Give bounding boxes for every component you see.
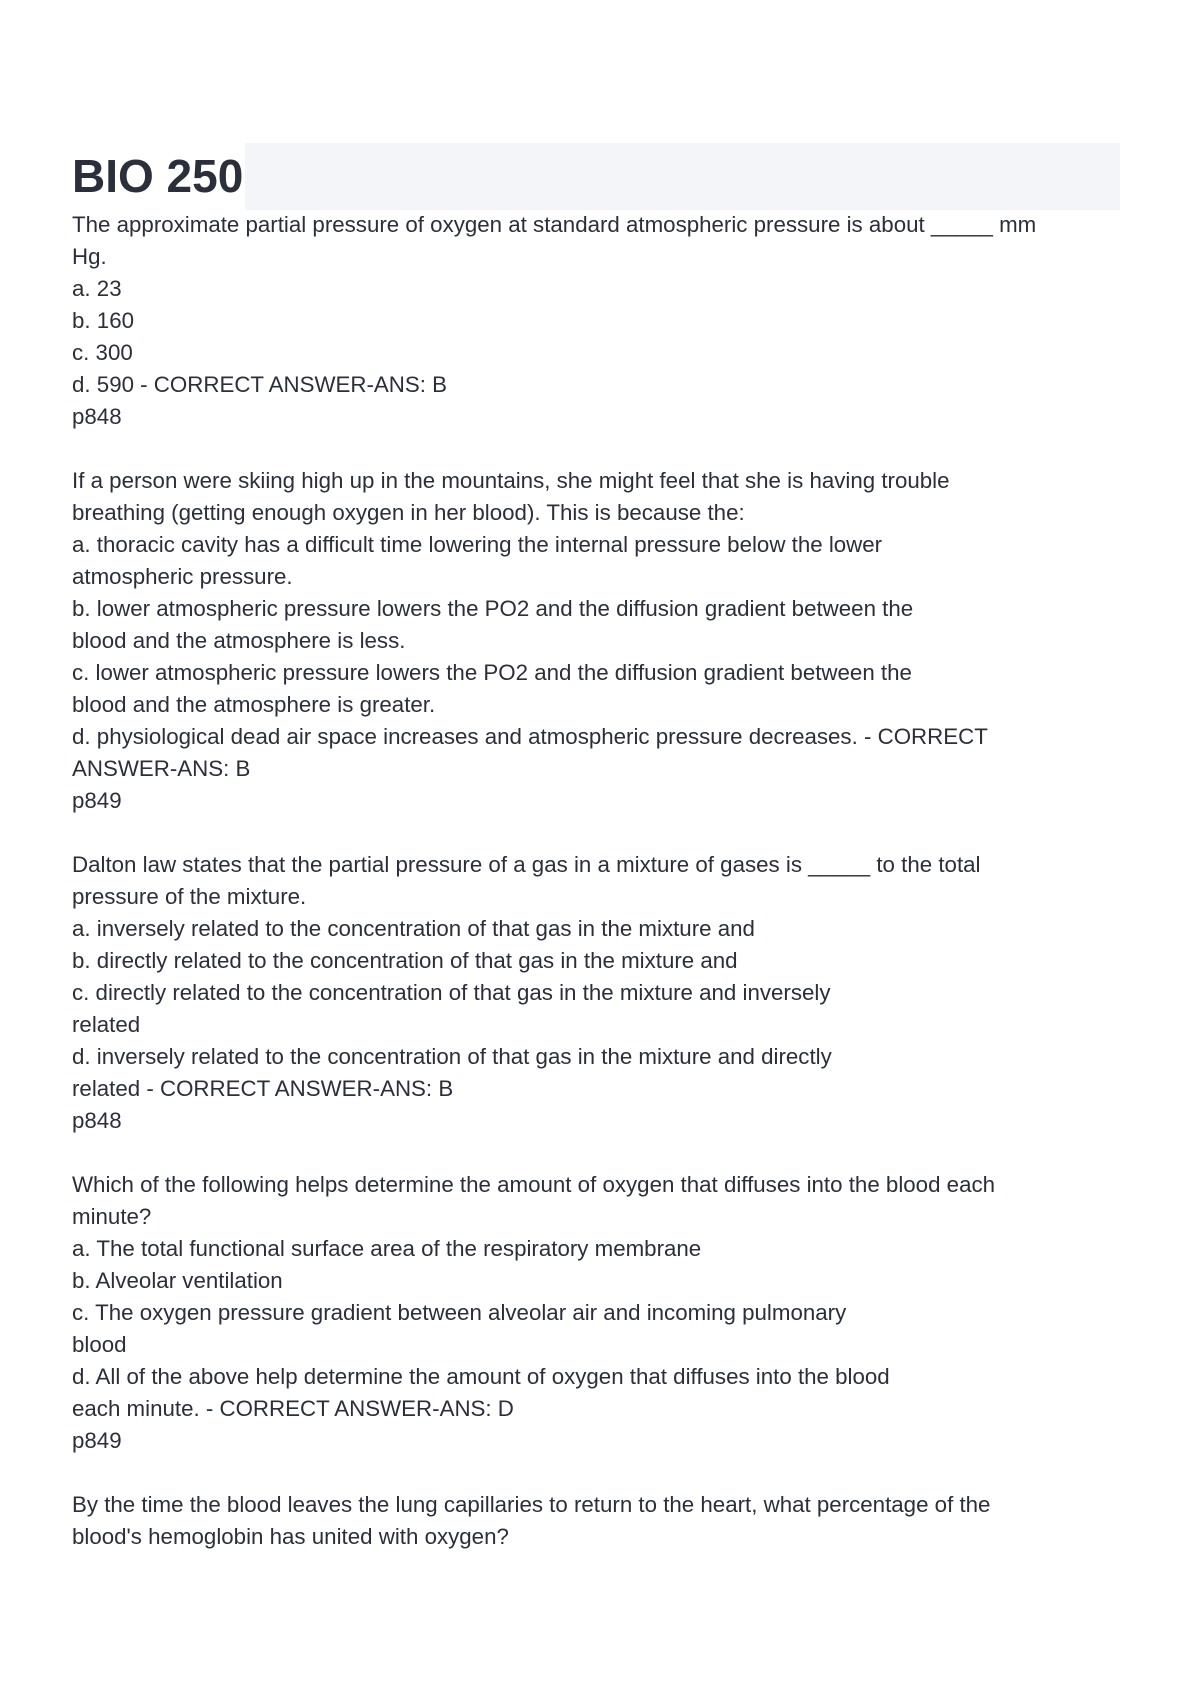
answer-option: a. thoracic cavity has a difficult time lowering the internal pressure below the lower bbox=[72, 532, 883, 557]
page-reference: p848 bbox=[72, 1108, 122, 1133]
question-list bbox=[72, 209, 1122, 1585]
question-stem-line: Which of the following helps determine the amount of oxygen that diffuses into the blood each bbox=[72, 1172, 996, 1197]
question-stem-line: By the time the blood leaves the lung capillaries to return to the heart, what percentage of the bbox=[72, 1492, 991, 1517]
answer-option: d. All of the above help determine the amount of oxygen that diffuses into the blood bbox=[72, 1364, 890, 1389]
document-title: BIO 250 bbox=[72, 143, 245, 210]
question-block bbox=[72, 209, 1122, 433]
answer-option: blood and the atmosphere is less. bbox=[72, 628, 406, 653]
answer-option: c. lower atmospheric pressure lowers the PO2 and the diffusion gradient between the bbox=[72, 660, 912, 685]
question-stem-line: breathing (getting enough oxygen in her blood). This is because the: bbox=[72, 500, 745, 525]
question-stem-line: pressure of the mixture. bbox=[72, 884, 307, 909]
page-reference: p849 bbox=[72, 788, 122, 813]
question-stem-line: The approximate partial pressure of oxygen at standard atmospheric pressure is about _____ mm bbox=[72, 212, 1037, 237]
question-stem-line: Hg. bbox=[72, 244, 107, 269]
answer-option: a. inversely related to the concentration of that gas in the mixture and bbox=[72, 916, 755, 941]
answer-option: c. directly related to the concentration of that gas in the mixture and inversely bbox=[72, 980, 831, 1005]
answer-option: blood and the atmosphere is greater. bbox=[72, 692, 436, 717]
page-reference: p848 bbox=[72, 404, 122, 429]
answer-option: a. The total functional surface area of the respiratory membrane bbox=[72, 1236, 702, 1261]
question-stem-line: Dalton law states that the partial pressure of a gas in a mixture of gases is _____ to the total bbox=[72, 852, 981, 877]
answer-option: atmospheric pressure. bbox=[72, 564, 293, 589]
answer-option: ANSWER-ANS: B bbox=[72, 756, 251, 781]
question-stem-line: If a person were skiing high up in the mountains, she might feel that she is having trouble bbox=[72, 468, 950, 493]
question-block bbox=[72, 1169, 1122, 1457]
question-block bbox=[72, 465, 1122, 817]
answer-option: b. directly related to the concentration of that gas in the mixture and bbox=[72, 948, 738, 973]
answer-option: d. 590 - CORRECT ANSWER-ANS: B bbox=[72, 372, 448, 397]
question-block bbox=[72, 849, 1122, 1137]
answer-option: a. 23 bbox=[72, 276, 122, 301]
answer-option: related - CORRECT ANSWER-ANS: B bbox=[72, 1076, 454, 1101]
answer-option: d. physiological dead air space increases and atmospheric pressure decreases. - CORRECT bbox=[72, 724, 988, 749]
answer-option: c. The oxygen pressure gradient between alveolar air and incoming pulmonary bbox=[72, 1300, 847, 1325]
answer-option: each minute. - CORRECT ANSWER-ANS: D bbox=[72, 1396, 514, 1421]
answer-option: c. 300 bbox=[72, 340, 133, 365]
answer-option: b. 160 bbox=[72, 308, 134, 333]
answer-option: d. inversely related to the concentration of that gas in the mixture and directly bbox=[72, 1044, 832, 1069]
answer-option: b. lower atmospheric pressure lowers the PO2 and the diffusion gradient between the bbox=[72, 596, 914, 621]
question-stem-line: minute? bbox=[72, 1204, 152, 1229]
answer-option: blood bbox=[72, 1332, 127, 1357]
answer-option: b. Alveolar ventilation bbox=[72, 1268, 283, 1293]
question-block bbox=[72, 1489, 1122, 1553]
page-reference: p849 bbox=[72, 1428, 122, 1453]
answer-option: related bbox=[72, 1012, 141, 1037]
question-stem-line: blood's hemoglobin has united with oxygen? bbox=[72, 1524, 509, 1549]
